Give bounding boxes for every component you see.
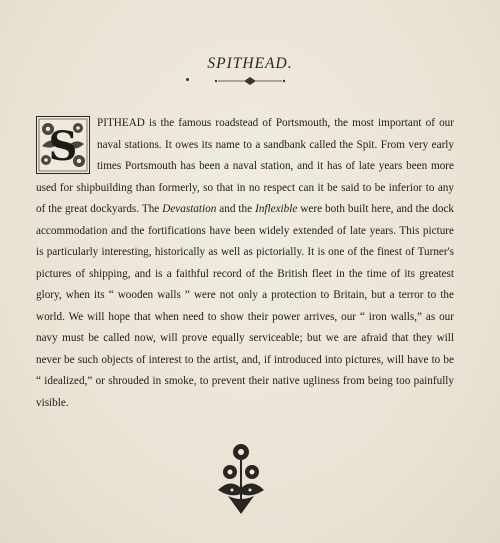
paragraph-lead: PITHEAD is the famous roadstead of Portsmouth, the most important of our naval stations. It owes its name to a sandbank called the Spit. From very early times Portsmouth has been a naval station, and it has of late years been more used for shipbuilding than formerly, so that in no respect can it be said to be inferior to any of the great dockyards. The xyxy=(36,117,454,215)
paragraph-rest: were both built here, and the dock accommodation and the fortifications have been widely extended of late years. This picture is particularly interesting, historically as well as pictorially. It is one of the finest of Turner's pictures of shipping, and is a faithful record of the British fleet in the time of its greatest glory, when its “ wooden walls ” were not only a protection to Britain, but a terror to the world. We will hope that when need to show their power arrives, our “ iron walls,” as our navy must be called now, will prove equally serviceable; but we are afraid that they will never be such objects of interest to the artist, and, if introduced into pictures, will have to be “ idealized,” or shrouded in smoke, to prevent their native ugliness from being too painfully visible. xyxy=(36,203,454,409)
paragraph-mid: and the xyxy=(216,203,256,215)
ship-name-inflexible: Inflexible xyxy=(255,203,298,215)
ship-name-devastation: Devastation xyxy=(162,203,217,215)
floral-tailpiece-ornament-icon xyxy=(210,440,272,516)
page-title: SPITHEAD. xyxy=(207,55,293,72)
body-paragraph xyxy=(36,113,454,414)
svg-text:S: S xyxy=(48,123,78,170)
floral-rule-ornament-icon xyxy=(180,76,320,86)
floral-initial-ornament-icon xyxy=(36,116,90,174)
